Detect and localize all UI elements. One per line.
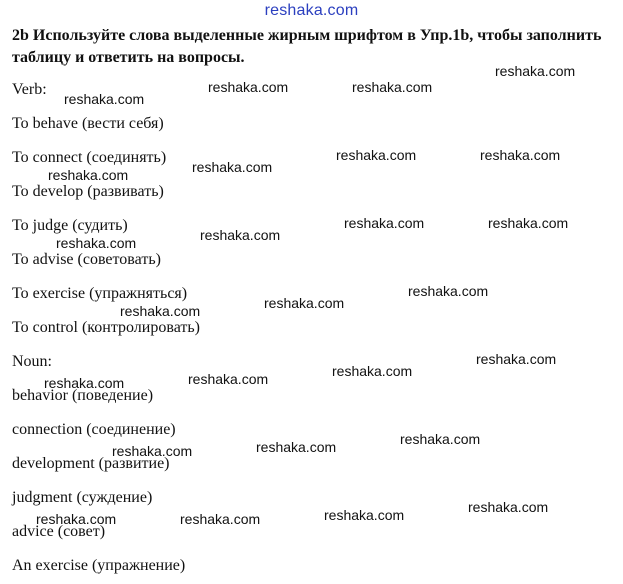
watermark: reshaka.com: [180, 511, 261, 527]
list-item: To exercise (упражняться): [12, 285, 188, 302]
watermark: reshaka.com: [480, 147, 561, 163]
watermark: reshaka.com: [44, 375, 125, 391]
list-item: To behave (вести себя): [12, 115, 164, 132]
list-item: To develop (развивать): [12, 183, 164, 200]
watermark: reshaka.com: [36, 511, 117, 527]
watermark: reshaka.com: [208, 79, 289, 95]
list-item: behavior (поведение): [12, 387, 154, 404]
watermark: reshaka.com: [56, 235, 137, 251]
watermark: reshaka.com: [495, 63, 576, 79]
watermark: reshaka.com: [324, 507, 405, 523]
watermark: reshaka.com: [476, 351, 557, 367]
watermark: reshaka.com: [200, 227, 281, 243]
watermark: reshaka.com: [352, 79, 433, 95]
watermark: reshaka.com: [112, 443, 193, 459]
watermark: reshaka.com: [64, 91, 145, 107]
list-item: To connect (соединять): [12, 149, 167, 166]
watermark: reshaka.com: [336, 147, 417, 163]
list-item: judgment (суждение): [12, 489, 153, 506]
list-item: An exercise (упражнение): [12, 557, 186, 574]
watermark: reshaka.com: [332, 363, 413, 379]
list-item: To advise (советовать): [12, 251, 161, 268]
watermark: reshaka.com: [188, 371, 269, 387]
watermark: reshaka.com: [408, 283, 489, 299]
section-label-noun: Noun:: [12, 353, 52, 370]
list-item: connection (соединение): [12, 421, 176, 438]
watermark: reshaka.com: [400, 431, 481, 447]
list-item: advice (совет): [12, 523, 106, 540]
list-item: development (развитие): [12, 455, 170, 472]
watermark: reshaka.com: [192, 159, 273, 175]
site-header: reshaka.com: [264, 2, 359, 19]
watermark: reshaka.com: [344, 215, 425, 231]
watermark: reshaka.com: [120, 303, 201, 319]
task-title: 2b Используйте слова выделенные жирным шрифтом в Упр.1b, чтобы заполнить таблицу и ответить на вопросы.: [12, 27, 602, 66]
list-item: To judge (судить): [12, 217, 128, 234]
section-label-verb: Verb:: [12, 81, 47, 98]
list-item: To control (контролировать): [12, 319, 200, 336]
watermark: reshaka.com: [256, 439, 337, 455]
watermark: reshaka.com: [468, 499, 549, 515]
watermark: reshaka.com: [488, 215, 569, 231]
watermark: reshaka.com: [264, 295, 345, 311]
watermark: reshaka.com: [48, 167, 129, 183]
